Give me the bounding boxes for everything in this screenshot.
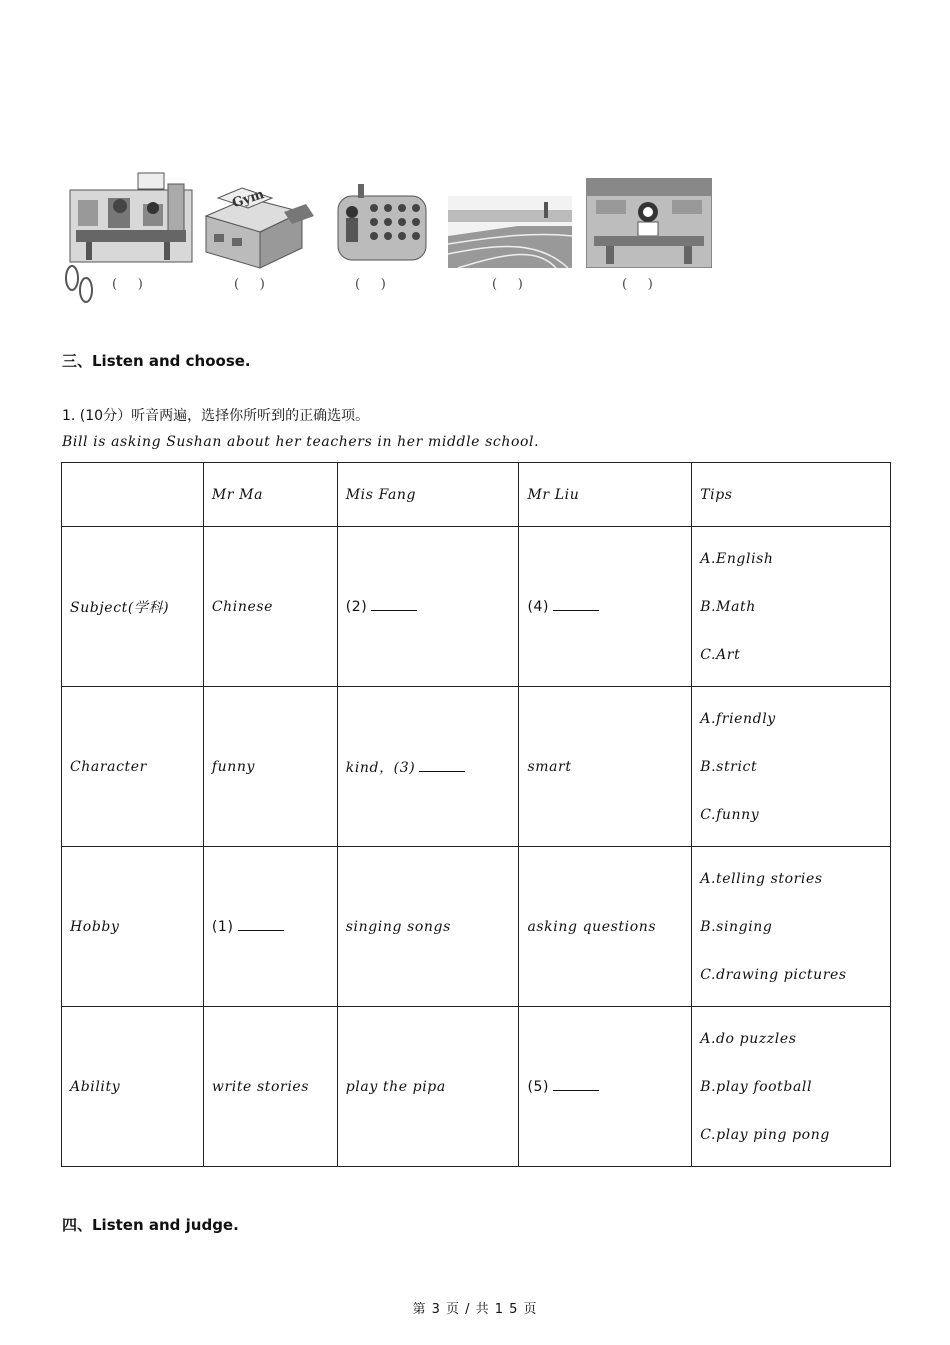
row-label: Subject(学科): [62, 527, 204, 687]
tip-option: C.Art: [700, 646, 741, 663]
header-cell: Mis Fang: [337, 463, 519, 527]
classroom-scene-icon: [68, 170, 194, 265]
tips-cell: [692, 847, 891, 1007]
header-cell: Mr Ma: [203, 463, 337, 527]
question-1-label: 1. (10分）听音两遍，选择你所听到的正确选项。: [62, 408, 370, 424]
teacher-table: [61, 462, 891, 1167]
picture-answer-1: ( ): [112, 277, 143, 292]
tip-option: C.funny: [700, 806, 760, 823]
row-label: Hobby: [62, 847, 204, 1007]
tip-option: B.strict: [700, 758, 758, 775]
table-cell: funny: [203, 687, 337, 847]
tip-option: C.play ping pong: [700, 1126, 830, 1143]
blank-cell: [203, 847, 337, 1007]
picture-answer-2: ( ): [234, 277, 265, 292]
footprint-icon: [62, 262, 98, 308]
tip-option: B.play football: [700, 1078, 813, 1095]
table-cell: asking questions: [519, 847, 692, 1007]
tip-option: A.English: [700, 550, 774, 567]
picture-strip: [62, 170, 722, 310]
header-cell: Mr Liu: [519, 463, 692, 527]
tips-cell: [692, 687, 891, 847]
row-label: Character: [62, 687, 204, 847]
table-header-row: [62, 463, 891, 527]
table-cell: write stories: [203, 1007, 337, 1167]
tip-option: B.singing: [700, 918, 773, 935]
answer-blank-4[interactable]: [553, 598, 599, 611]
tips-cell: [692, 527, 891, 687]
table-row: [62, 1007, 891, 1167]
tip-option: A.do puzzles: [700, 1030, 797, 1047]
tips-cell: [692, 1007, 891, 1167]
blank-cell: [337, 527, 519, 687]
blank-number: (2): [345, 599, 368, 615]
answer-blank-3[interactable]: [419, 759, 465, 772]
header-cell: [62, 463, 204, 527]
blank-prefix: kind，(3): [345, 759, 416, 776]
playground-track-icon: [448, 196, 572, 268]
section-3-title: 三、Listen and choose.: [62, 352, 251, 370]
blank-number: (1): [211, 919, 234, 935]
tip-option: B.Math: [700, 598, 756, 615]
table-cell: Chinese: [203, 527, 337, 687]
blank-number: (5): [527, 1079, 550, 1095]
gym-building-icon: [202, 176, 314, 271]
picture-answer-5: ( ): [622, 277, 653, 292]
header-cell: Tips: [692, 463, 891, 527]
gym-sign: Gym: [230, 187, 266, 212]
answer-blank-1[interactable]: [238, 918, 284, 931]
garden-scene-icon: [334, 182, 430, 264]
blank-cell: [337, 687, 519, 847]
question-1-intro: Bill is asking Sushan about her teachers in her middle school.: [62, 434, 540, 450]
row-label: Ability: [62, 1007, 204, 1167]
table-cell: smart: [519, 687, 692, 847]
tip-option: C.drawing pictures: [700, 966, 847, 983]
answer-blank-5[interactable]: [553, 1078, 599, 1091]
table-cell: singing songs: [337, 847, 519, 1007]
picture-answer-3: ( ): [355, 277, 386, 292]
blank-cell: [519, 527, 692, 687]
computer-room-icon: [586, 178, 712, 268]
table-row: [62, 687, 891, 847]
answer-blank-2[interactable]: [371, 598, 417, 611]
table-row: [62, 847, 891, 1007]
tip-option: A.friendly: [700, 710, 776, 727]
table-row: [62, 527, 891, 687]
blank-cell: [519, 1007, 692, 1167]
section-4-title: 四、Listen and judge.: [62, 1216, 239, 1234]
page-footer: 第 3 页 / 共 1 5 页: [412, 1302, 538, 1317]
picture-answer-4: ( ): [492, 277, 523, 292]
blank-number: (4): [527, 599, 550, 615]
tip-option: A.telling stories: [700, 870, 823, 887]
table-cell: play the pipa: [337, 1007, 519, 1167]
